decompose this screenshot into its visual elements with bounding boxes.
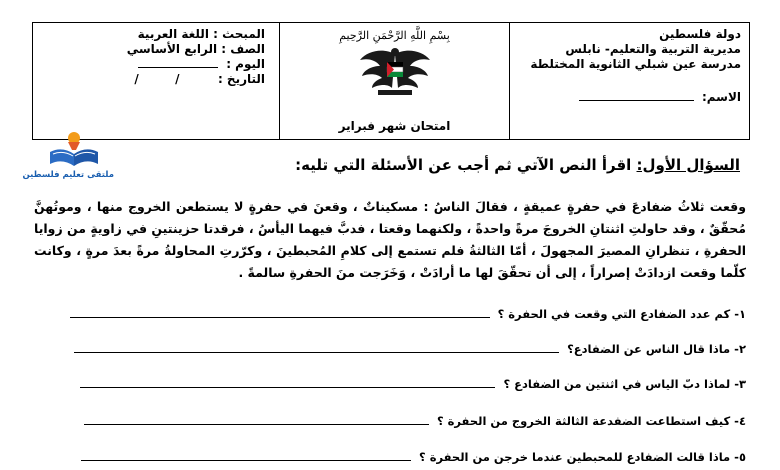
question-text: ٤- كيف استطاعت الضفدعة الثالثة الخروج من الحفرة ؟ [436, 414, 746, 428]
answer-line[interactable] [74, 342, 559, 353]
date-separator: / [134, 72, 139, 86]
question-text: ٢- ماذا قال الناس عن الضفادع؟ [567, 342, 746, 356]
answer-line[interactable] [84, 414, 429, 425]
country-label: دولة فلسطين [659, 27, 741, 41]
question-text: ٣- لماذا دبّ الياس في اثنتين من الضفادع ؟ [503, 377, 746, 391]
date-row [43, 72, 271, 87]
question-text: ١- كم عدد الضفادع التي وقعت في الحفرة ؟ [497, 307, 746, 321]
question-item [34, 377, 746, 391]
answer-line[interactable] [70, 307, 490, 318]
day-blank[interactable] [138, 67, 218, 68]
date-label: التاريخ : [217, 72, 265, 86]
question-item [34, 414, 746, 428]
school-label: مدرسة عين شبلي الثانوية المختلطة [530, 57, 741, 71]
header-emblem-col [279, 23, 509, 139]
logo-caption: ملتقى تعليم فلسطين [22, 170, 114, 180]
date-separator: / [175, 72, 180, 86]
question-item [34, 342, 746, 356]
name-label: الاسم: [701, 90, 741, 104]
reading-passage: وقعت ثلاثُ ضفادعَ في حفرةٍ عميقةٍ ، فقالَ الناسُ : مسكيناتٌ ، وقعنَ في حفرةٍ لا يستطعن الخروج منها ، وموتُهنَّ مُحقّقٌ ، وقد حاولتِ اثنتانِ الخروجَ مرةً واحدةً ، ولكنهما وقعتا ، فدبَّ فيهما اليأسُ ، فرقدتا حزينتينِ في زاويةٍ من زوايا الحفرةِ ، تنظرانِ المصيرَ المجهولَ ، أمّا الثالثةُ فلم تستمع إلى كلامِ المُحبطينَ ، وكرّرتِ المحاولةُ مرةً بعدَ مرةٍ ، وكانت كلّما وقعت ازدادَتْ إصراراً ، إلى أن تحقّقَ لها ما أرادَتْ ، وَخَرَجت منَ الحفرةِ سالمةً . [34, 199, 746, 280]
directorate-label: مديرية التربية والتعليم- نابلس [565, 42, 741, 56]
exam-header [32, 22, 750, 140]
question-1-title [295, 156, 740, 174]
header-school-info [509, 23, 749, 139]
day-row [43, 57, 271, 72]
grade-label: الصف : الرابع الأساسي [126, 42, 265, 56]
open-book-logo-icon [47, 130, 101, 168]
question-item [34, 307, 746, 321]
day-label: اليوم : [226, 57, 265, 71]
basmala: بِسْمِ اللَّهِ الرَّحْمَنِ الرَّحِيمِ [339, 29, 450, 42]
palestine-emblem-icon [354, 44, 436, 100]
student-name-row [518, 90, 741, 105]
answer-line[interactable] [80, 377, 495, 388]
exam-title: امتحان شهر فبراير [338, 119, 451, 133]
palestine-education-logo [22, 130, 114, 180]
question-item [34, 450, 746, 464]
question-1-instruction: اقرأ النص الآتي ثم أجب عن الأسئلة التي تليه: [295, 156, 637, 174]
answer-line[interactable] [81, 450, 411, 461]
name-blank[interactable] [579, 100, 694, 101]
question-1-number: السؤال الأول: [636, 156, 740, 174]
question-text: ٥- ماذا قالت الضفادع للمحبطين عندما خرجن من الحفرة ؟ [419, 450, 746, 464]
subject-label: المبحث : اللغة العربية [137, 27, 265, 41]
header-exam-info [33, 23, 281, 139]
